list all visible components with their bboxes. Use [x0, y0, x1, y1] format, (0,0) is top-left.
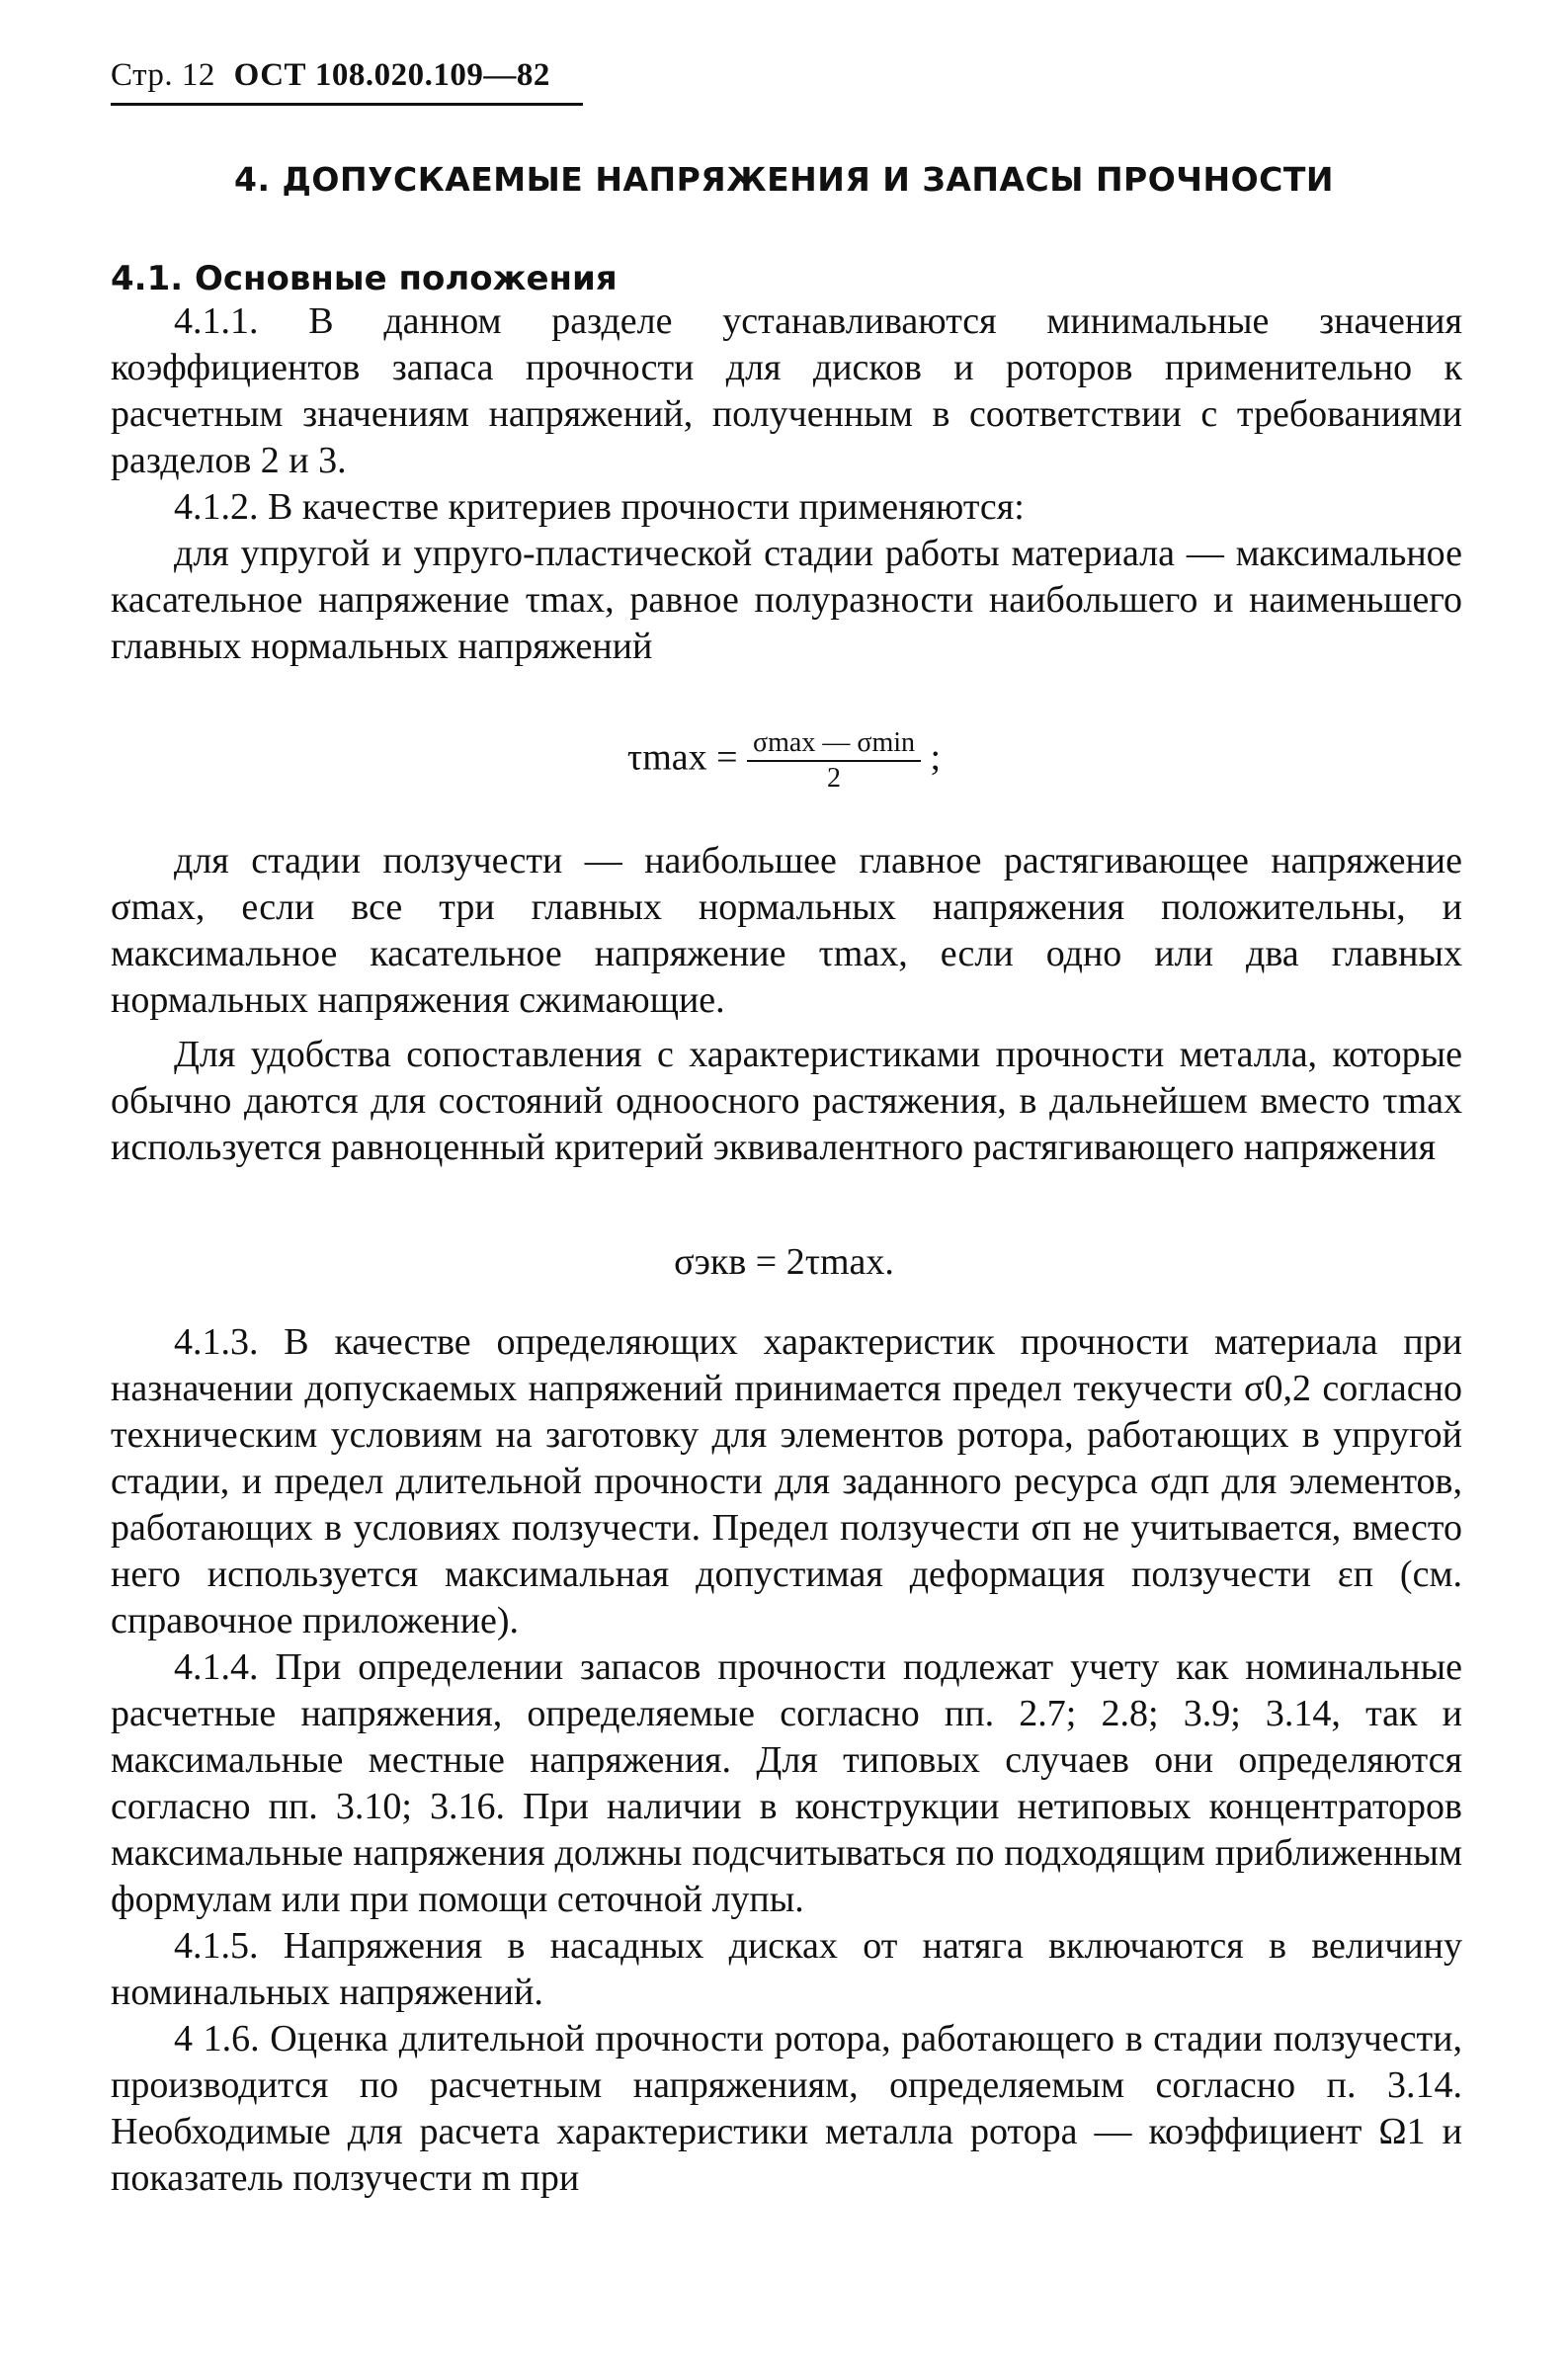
formula-numerator: σmax — σmin: [747, 726, 921, 762]
text-block-c: [111, 1319, 1462, 2202]
formula-end: ;: [930, 736, 942, 779]
text-block-b: [111, 838, 1462, 1171]
formula-fraction: [747, 726, 921, 796]
header-rule: [111, 103, 583, 106]
paragraph-4-1-4: 4.1.4. При определении запасов прочности подлежат учету как номинальные расчетные напряжения, определяемые согласно пп. 2.7; 2.8; 3.9; 3.14, так и максимальные местные напряжения. Для типовых случаев они определяются согласно пп. 3.10; 3.16. При наличии в конструкции нетиповых концентраторов максимальные напряжения должны подсчитываться по подходящим приближенным формулам или при помощи сеточной лупы.: [111, 1646, 1462, 1920]
paragraph-4-1-6: 4 1.6. Оценка длительной прочности ротора, работающего в стадии ползучести, производится по расчетным напряжениям, определяемым согласно п. 3.14. Необходимые для расчета характеристики металла ротора — коэффициент Ω1 и показатель ползучести m при: [111, 2018, 1462, 2199]
paragraph-comparison: Для удобства сопоставления с характеристиками прочности металла, которые обычно даются для состояний одноосного растяжения, в дальнейшем вместо τmax используется равноценный критерий эквивалентного растягивающего напряжения: [111, 1034, 1462, 1168]
paragraph-4-1-3: 4.1.3. В качестве определяющих характеристик прочности материала при назначении допускаемых напряжений принимается предел текучести σ0,2 согласно техническим условиям на заготовку для элементов ротора, работающих в упругой стадии, и предел длительной прочности для заданного ресурса σдп для элементов, работающих в условиях ползучести. Предел ползучести σп не учитывается, вместо него используется максимальная допустимая деформация ползучести εп (см. справочное приложение).: [111, 1321, 1462, 1641]
paragraph-creep-criterion: для стадии ползучести — наибольшее главное растягивающее напряжение σmax, если все три главных нормальных напряжения положительны, и максимальное касательное напряжение τmax, если одно или два главных нормальных напряжения сжимающие.: [111, 840, 1462, 1021]
formula-tau-max: [0, 726, 1568, 796]
page-number: Стр. 12: [111, 57, 215, 93]
paragraph-4-1-5: 4.1.5. Напряжения в насадных дисках от натяга включаются в величину номинальных напряжений.: [111, 1925, 1462, 2013]
paragraph-criteria-elastic: для упругой и упруго-пластической стадии работы материала — максимальное касательное напряжение τmax, равное полуразности наибольшего и наименьшего главных нормальных напряжений: [111, 533, 1462, 667]
formula-sigma-eq: σэкв = 2τmax.: [674, 1241, 894, 1283]
text-block-a: [111, 298, 1462, 670]
subsection-title: 4.1. Основные положения: [111, 259, 618, 298]
paragraph-4-1-2: 4.1.2. В качестве критериев прочности применяются:: [174, 486, 1025, 528]
section-title: 4. ДОПУСКАЕМЫЕ НАПРЯЖЕНИЯ И ЗАПАСЫ ПРОЧНОСТИ: [234, 160, 1334, 199]
formula-denominator: 2: [827, 763, 842, 794]
formula-lhs: τmax =: [626, 736, 738, 779]
page-header: [111, 57, 550, 94]
paragraph-4-1-1: 4.1.1. В данном разделе устанавливаются минимальные значения коэффициентов запаса прочности для дисков и роторов применительно к расчетным значениям напряжений, полученным в соответствии с требованиями разделов 2 и 3.: [111, 300, 1462, 481]
document-code: ОСТ 108.020.109—82: [233, 57, 550, 93]
